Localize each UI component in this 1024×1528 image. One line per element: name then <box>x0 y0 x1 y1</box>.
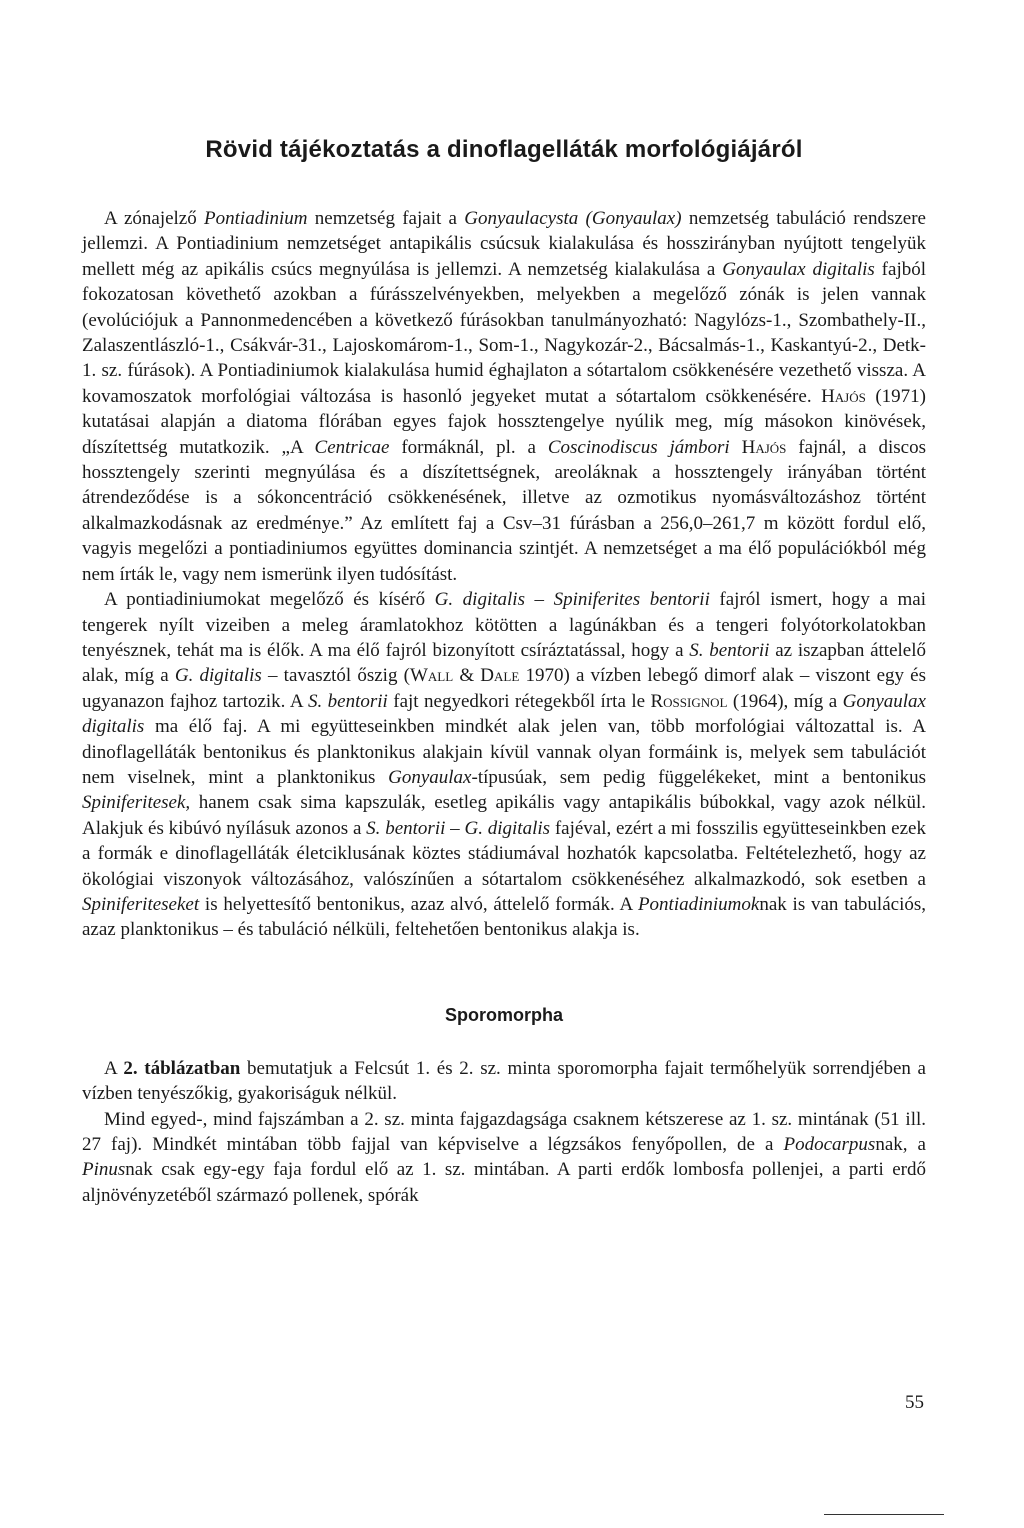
text-run: is helyettesítő bentonikus, azaz alvó, áttelelő formák. A <box>199 893 638 915</box>
section-heading: Sporomorpha <box>444 1004 563 1025</box>
author-name: Wall <box>409 665 454 687</box>
text-run: (1964), míg a <box>727 690 843 712</box>
text-run: az iszapban áttelelő alak, míg a <box>82 639 926 687</box>
text-run: 1970) a vízben lebegő dimorf alak – viszont egy és ugyanazon fajhoz tartozik. A <box>82 665 927 712</box>
page-body <box>82 136 926 1208</box>
text-run: (1971) kutatásai alapján a diatoma flórában egyes fajok hossztengelye nyúlik meg, míg másokon kinövések, díszítettség mutatkozik. „A <box>82 385 926 458</box>
text-run: A <box>104 1057 124 1079</box>
italic-run: Gonyaulax digitalis <box>82 690 926 738</box>
text-run: & <box>453 665 481 687</box>
text-run: – tavasztól őszig ( <box>261 665 410 687</box>
text-run: fajról ismert, hogy a mai tengerek nyílt vizeiben a meleg áramlatokhoz kötötten a lagúnákban és a tengeri folyótorkolatokban tenyésznek, tehát ma is élők. A ma élő fajról bizonyított csíráztatással, hogy a <box>82 589 926 661</box>
text-run: nak, a <box>875 1134 926 1155</box>
italic-run: Pontiadiniumok <box>637 893 760 915</box>
italic-run: S. bentorii <box>689 639 770 661</box>
author-name: Hajós <box>821 385 866 407</box>
italic-run: Gonyaulacysta (Gonyaulax) <box>464 208 682 229</box>
text-run: nak csak egy-egy faja fordul elő az 1. sz. mintában. A parti erdők lombosfa pollenjei, a parti erdő aljnövényzetéből származó pollenek, spórák <box>82 1159 926 1206</box>
paragraph <box>82 206 926 587</box>
author-name: Dale <box>480 665 520 687</box>
author-name: Hajós <box>741 436 787 458</box>
text-run: fajt negyedkori rétegekből írta le <box>387 690 651 712</box>
text-run: bemutatjuk a Felcsút 1. és 2. sz. minta sporomorpha fajait termőhelyük sorrendjében a vízben tenyészőkig, gyakoriságuk nélkül. <box>82 1057 926 1105</box>
text-run <box>730 437 742 458</box>
paragraph <box>82 1056 926 1107</box>
italic-run: Podocarpus <box>783 1134 876 1155</box>
italic-run: G. digitalis <box>174 665 262 687</box>
text-run: nemzetség tabuláció rendszere jellemzi. A Pontiadinium nemzetséget antapikális csúcsuk kialakulása és hosszirányban nyújtott tengelyük mellett még az apikális csúcs megnyúlása is jellemzi. A nemzetség kialakulása a <box>82 208 926 280</box>
italic-run: Coscinodiscus jámbori <box>547 436 730 458</box>
italic-run: S. bentorii <box>307 690 388 712</box>
text-run: ma élő faj. A mi együtteseinkben mindkét alak jelen van, több morfológiai változattal is. A dinoflagelláták bentonikus és planktonikus alakjain kívül vannak olyan formáink is, melyek sem tabulációt nem viselnek, mint a planktonikus <box>82 716 926 788</box>
text-run: formáknál, pl. a <box>389 436 548 458</box>
text-run: nemzetség fajait a <box>307 208 465 229</box>
text-run: fajéval, ezért a mi fosszilis együtteseinkben ezek a formák e dinoflagelláták életciklusának köztes stádiumával hozhatók kapcsolatba. Feltételezhető, hogy az ökológiai viszonyok változásához, valószínűen a sótartalom csökkenéséhez alkalmazkodó, sok esetben a <box>82 817 926 890</box>
text-run: A zónajelző <box>104 208 205 229</box>
page-title: Rövid tájékoztatás a dinoflagelláták morfológiájáról <box>205 136 803 163</box>
italic-run: Gonyaulax <box>388 766 472 788</box>
text-run: Mind egyed-, mind fajszámban a 2. sz. minta fajgazdagsága csaknem kétszerese az 1. sz. mintának (51 ill. 27 faj). Mindkét mintában több fajjal van képviselve a légzsákos fenyőpollen, de a <box>82 1108 926 1155</box>
paragraph <box>82 587 926 943</box>
italic-run: Spiniferiteseket <box>82 893 200 915</box>
italic-run: Gonyaulax digitalis <box>722 258 875 280</box>
italic-run: Pontiadinium <box>204 208 308 229</box>
text-run: nak is van tabulációs, azaz planktonikus – és tabuláció nélküli, feltehetően bentonikus alakja is. <box>82 893 926 941</box>
text-run: fajból fokozatosan követhető azokban a fúrásszelvényekben, melyekben a megelőző zónák is jelen vannak (evolúciójuk a Pannonmedencében a következő fúrásokban tanulmányozható: Nagylózs-1., Szombathely-II., Zalaszentlászló-1., Csákvár-31., Lajoskomárom-1., Som-1., Nagykozár-2., Bácsalmás-1., Kaskantyú-2., Detk-1. sz. fúrások). A Pontiadiniumok kialakulása humid éghajlaton a sótartalom csökkenésére vezethető vissza. A kovamoszatok morfológiai változása is hasonló jegyeket mutat a sótartalom csökkenésére. <box>82 258 926 407</box>
italic-run: Centricae <box>314 436 390 458</box>
text-run: -típusúak, sem pedig függelékeket, mint a bentonikus <box>471 766 926 788</box>
text-run: hanem csak sima kapszulák, esetleg apikális vagy antapikális búbokkal, vagy azok nélkül. Alakjuk és kibúvó nyílásuk azonos a <box>82 792 926 839</box>
text-run: A pontiadiniumokat megelőző és kísérő <box>104 589 435 611</box>
text-run: fajnál, a discos hossztengely szerinti megnyúlása és a díszítettségnek, areoláknak a hossztengely irányában történt átrendeződése is a sókoncentráció csökkenésének, illetve az ozmotikus nyomásváltozáshoz történt alkalmazkodásnak az eredménye.” Az említett faj a Csv–31 fúrásban a 256,0–261,7 m között fordul elő, vagyis megelőzi a pontiadiniumos együttes dominancia szintjét. A nemzetséget a ma élő populációkból még nem írták le, vagy nem ismerünk ilyen tudósítást. <box>82 436 927 585</box>
italic-run: Pinus <box>82 1159 126 1181</box>
italic-run: G. digitalis – Spiniferites bentorii <box>434 589 710 611</box>
footer-rule <box>824 1514 944 1515</box>
author-name: Rossignol <box>650 690 728 712</box>
italic-run: S. bentorii – G. digitalis <box>366 817 551 839</box>
page-number: 55 <box>905 1392 924 1413</box>
bold-run: 2. táblázatban <box>123 1057 241 1079</box>
italic-run: Spiniferitesek, <box>82 792 191 814</box>
paragraph <box>82 1107 926 1209</box>
